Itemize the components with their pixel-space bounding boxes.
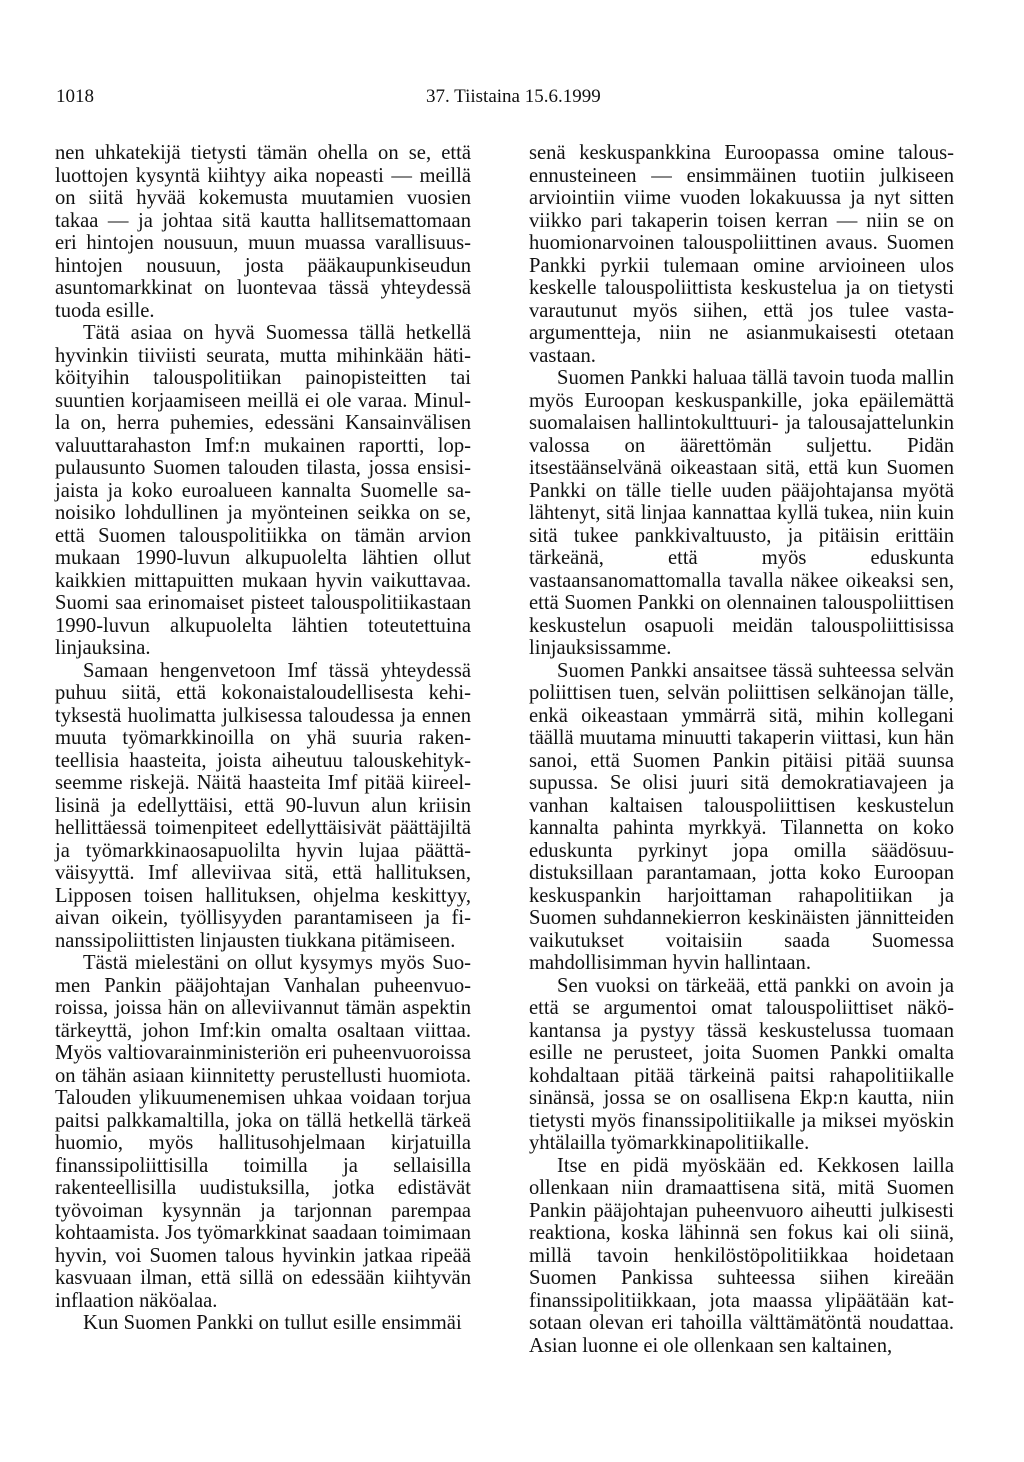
paragraph: Kun Suomen Pankki on tullut esille ensimmäi (83, 1312, 462, 1334)
paragraph: Samaan hengenvetoon Imf tässä yhteydessä puhuu siitä, että kokonaistaloudellisesta kehityksestä huolimatta julkisessa taloudessa ja ennen muuta työmarkkinoilla on yhä suuria rakenteellisia haasteita, joista aiheutuu talouskehitykseemme riskejä. Näitä haasteita Imf pitää kiireellisinä ja edellyttäisi, että 90-luvun alun kriisin hellittäessä toimenpiteet edellyttäisivät päättäjiltä ja työmarkkinaosapuolilta hyvin lujaa päättäväisyyttä. Imf alleviivaa sitä, että hallituksen, Lipposen toisen hallituksen, ohjelma keskittyy, aivan oikein, työllisyyden parantamiseen ja finanssipoliittisten linjausten tiukkana pitämiseen. (55, 659, 471, 952)
running-title: 37. Tiistaina 15.6.1999 (426, 86, 601, 107)
paragraph: Itse en pidä myöskään ed. Kekkosen lailla ollenkaan niin dramaattisena sitä, mitä Suomen Pankin pääjohtajan puheenvuoro aiheutti julkisesti reaktiona, koska lähinnä sen fokus kai oli siinä, millä tavoin henkilöstöpolitiikkaa hoidetaan Suomen Pankissa suhteessa siihen kireään finanssipolitiikkaan, jota maassa ylipäätään katsotaan olevan eri tahoilla välttämätöntä noudattaa. Asian luonne ei ole ollenkaan sen kaltainen, (529, 1154, 954, 1357)
paragraph: senä keskuspankkina Euroopassa omine talousennusteineen — ensimmäinen tuotiin julkiseen arviointiin viime vuoden lokakuussa ja nyt sitten viikko pari takaperin toisen kerran — niin se on huomionarvoinen talouspoliittinen avaus. Suomen Pankki pyrkii tulemaan omine arvioineen ulos keskelle talouspoliittista keskustelua ja on tietysti varautunut myös siihen, että jos tulee vasta-argumentteja, niin ne asianmukaisesti otetaan vastaan. (529, 142, 954, 367)
paragraph: Sen vuoksi on tärkeää, että pankki on avoin ja että se argumentoi omat talouspoliittiset näkökantansa ja pystyy tässä keskustelussa tuomaan esille ne perusteet, joita Suomen Pankki omalta kohdaltaan pitää tärkeinä paitsi rahapolitiikalle sinänsä, jossa se on osallisena Ekp:n kautta, niin tietysti myös finanssipolitiikalle ja miksei myöskin yhtälailla työmarkkinapolitiikalle. (529, 974, 954, 1154)
paragraph: nen uhkatekijä tietysti tämän ohella on se, että luottojen kysyntä kiihtyy aika nopeasti — meillä on siitä hyvää kokemusta muutamien vuosien takaa — ja johtaa sitä kautta hallitsemattomaan eri hintojen nousuun, muun muassa varallisuushintojen nousuun, josta pääkaupunkiseudun asuntomarkkinat on luontevaa tässä yhteydessä tuoda esille. (55, 142, 471, 322)
right-column (529, 142, 954, 1357)
left-column (55, 142, 471, 1335)
paragraph: Suomen Pankki ansaitsee tässä suhteessa selvän poliittisen tuen, selvän poliittisen selkänojan tälle, enkä oikeastaan ymmärrä sitä, mihin kollegani täällä muutama minuutti takaperin viittasi, kun hän sanoi, että Suomen Pankin pitäisi pitää suunsa supussa. Se olisi juuri sitä demokratiavajeen ja vanhan kaltaisen talouspoliittisen keskustelun kannalta pahinta myrkkyä. Tilannetta on koko eduskunta pyrkinyt jopa omilla säädösuudistuksillaan parantamaan, jotta koko Euroopan keskuspankin harjoittaman rahapolitiikan ja Suomen suhdannekierron keskinäisten jännitteiden vaikutukset voitaisiin saada Suomessa mahdollisimman hyvin hallintaan. (529, 659, 954, 974)
paragraph: Suomen Pankki haluaa tällä tavoin tuoda mallin myös Euroopan keskuspankille, joka epäilemättä suomalaisen hallintokulttuuri- ja talousajattelunkin valossa on äärettömän suljettu. Pidän itsestäänselvänä oikeastaan sitä, että kun Suomen Pankki on tälle tielle uuden pääjohtajansa myötä lähtenyt, sitä linjaa kannattaa kyllä tukea, niin kuin sitä tukee pankkivaltuusto, ja pitäisin erittäin tärkeänä, että myös eduskunta vastaansanomattomalla tavalla näkee oikeaksi sen, että Suomen Pankki on olennainen talouspoliittisen keskustelun osapuoli meidän talouspoliittisissa linjauksissamme. (529, 367, 954, 659)
page-header (56, 86, 968, 116)
page-number: 1018 (56, 86, 94, 107)
paragraph: Tästä mielestäni on ollut kysymys myös Suomen Pankin pääjohtajan Vanhalan puheenvuoroissa, joissa hän on alleviivannut tämän aspektin tärkeyttä, johon Imf:kin omalta osaltaan viittaa. Myös valtiovarainministeriön eri puheenvuoroissa on tähän asiaan kiinnitetty perustellusti huomiota. Talouden ylikuumenemisen uhkaa voidaan torjua paitsi palkkamaltilla, joka on tällä hetkellä tärkeä huomio, myös hallitusohjelmaan kirjatuilla finanssipoliittisilla toimilla ja sellaisilla rakenteellisilla uudistuksilla, jotka edistävät työvoiman kysynnän ja tarjonnan parempaa kohtaamista. Jos työmarkkinat saadaan toimimaan hyvin, voi Suomen talous hyvinkin jatkaa ripeää kasvuaan ilman, että sillä on edessään kiihtyvän inflaation näköalaa. (55, 952, 471, 1312)
paragraph: Tätä asiaa on hyvä Suomessa tällä hetkellä hyvinkin tiiviisti seurata, mutta mihinkään hätiköityihin talouspolitiikan painopisteitten tai suuntien korjaamiseen meillä ei ole varaa. Minulla on, herra puhemies, edessäni Kansainvälisen valuuttarahaston Imf:n mukainen raportti, loppulausunto Suomen talouden tilasta, jossa ensisijaista ja koko euroalueen kannalta Suomelle sanoisiko lohdullinen ja myönteinen seikka on se, että Suomen talouspolitiikka on tämän arvion mukaan 1990-luvun alkupuolelta lähtien ollut kaikkien mittapuitten mukaan hyvin vaikuttavaa. Suomi saa erinomaiset pisteet talouspolitiikastaan 1990-luvun alkupuolelta lähtien toteutettuina linjauksina. (55, 322, 471, 659)
